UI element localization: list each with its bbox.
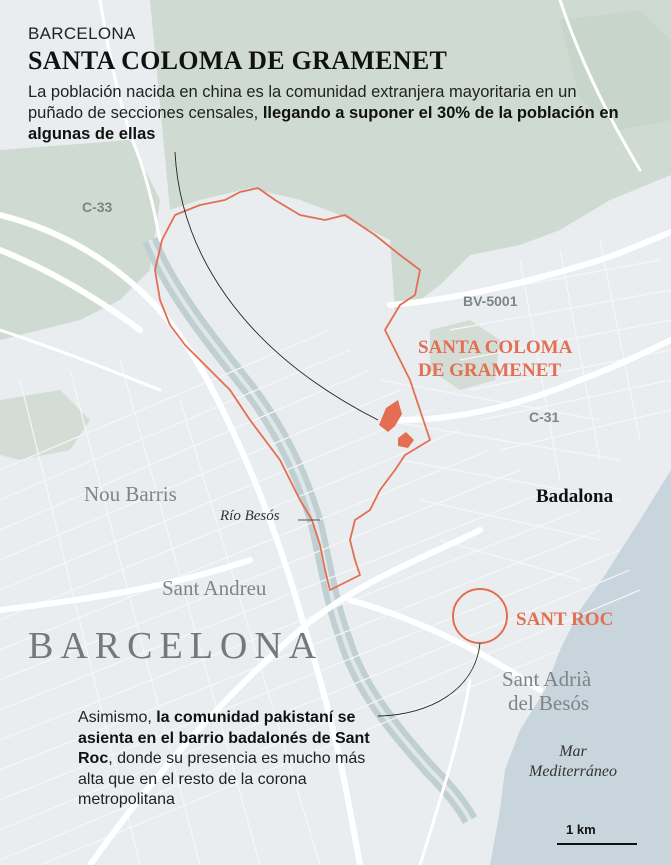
district-sant-andreu: Sant Andreu <box>162 576 267 600</box>
sant-adria-label-line1: Sant Adrià <box>502 667 592 691</box>
river-label: Río Besós <box>220 508 280 524</box>
sea-label: Mar Mediterráneo <box>529 743 617 780</box>
road-label-c33: C-33 <box>82 199 113 215</box>
region-kicker: BARCELONA <box>28 24 136 43</box>
road-label-bv5001: BV-5001 <box>463 293 518 309</box>
map-title: SANTA COLOMA DE GRAMENET <box>28 46 448 75</box>
santa-coloma-label-line1: SANTA COLOMA <box>418 337 573 358</box>
sant-adria-label-line2: del Besós <box>508 691 590 715</box>
intro-bold: llegando a suponer el 30% de la población en algunas de ellas <box>28 104 619 143</box>
intro-plain: La población nacida en china es la comunidad extranjera mayoritaria en un puñado de secciones censales, <box>28 83 577 122</box>
note-bold: la comunidad pakistaní se asienta en el barrio badalonés de Sant Roc <box>78 709 370 767</box>
district-nou-barris: Nou Barris <box>84 482 177 506</box>
intro-text <box>28 82 628 145</box>
scale-label: 1 km <box>566 822 596 837</box>
sant-roc-label: SANT ROC <box>516 609 614 630</box>
sant-roc-annotation <box>78 708 378 811</box>
note-plain-1: Asimismo, <box>78 709 157 726</box>
scale-bar <box>557 843 637 845</box>
road-label-c31: C-31 <box>529 409 560 425</box>
city-label-barcelona: BARCELONA <box>28 625 324 667</box>
note-plain-2: , donde su presencia es mucho más alta que en el resto de la corona metropolitana <box>78 750 366 808</box>
city-label-badalona: Badalona <box>536 486 614 507</box>
santa-coloma-label-line2: DE GRAMENET <box>418 360 562 381</box>
